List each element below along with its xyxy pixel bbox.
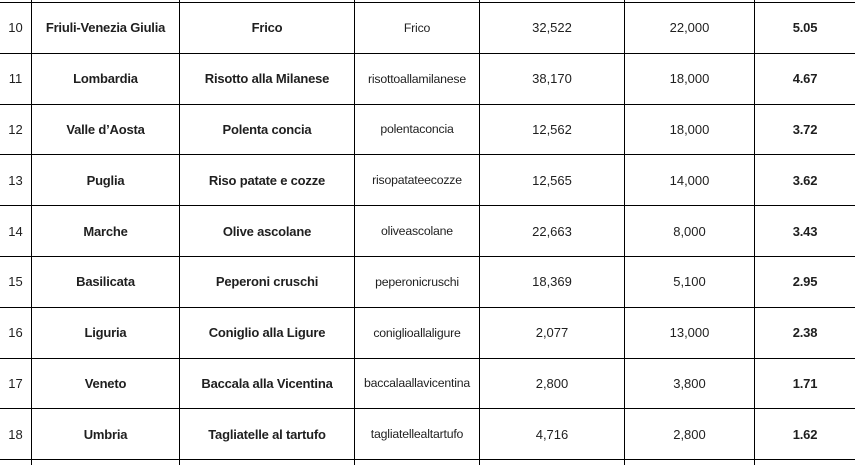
- partial-row-cell: [32, 460, 180, 465]
- cell-keyword: risottoallamilanese: [355, 54, 480, 105]
- cell-keyword: Frico: [355, 3, 480, 54]
- cell-keyword: coniglioallaligure: [355, 308, 480, 359]
- cell-value-a: 4,716: [480, 409, 625, 460]
- cell-keyword: polentaconcia: [355, 105, 480, 156]
- cell-dish: Peperoni cruschi: [180, 257, 355, 308]
- cell-value-a: 2,800: [480, 359, 625, 410]
- cell-score: 5.05: [755, 3, 855, 54]
- cell-region: Puglia: [32, 155, 180, 206]
- cell-row-number: 16: [0, 308, 32, 359]
- cell-region: Basilicata: [32, 257, 180, 308]
- cell-region: Lombardia: [32, 54, 180, 105]
- cell-value-b: 3,800: [625, 359, 755, 410]
- cell-region: Veneto: [32, 359, 180, 410]
- partial-row-cell: [355, 460, 480, 465]
- cell-score: 2.95: [755, 257, 855, 308]
- cell-score: 3.43: [755, 206, 855, 257]
- cell-value-b: 8,000: [625, 206, 755, 257]
- cell-region: Valle d’Aosta: [32, 105, 180, 156]
- cell-score: 3.62: [755, 155, 855, 206]
- cell-value-a: 12,562: [480, 105, 625, 156]
- cell-row-number: 17: [0, 359, 32, 410]
- cell-value-b: 5,100: [625, 257, 755, 308]
- cell-keyword: risopatateecozze: [355, 155, 480, 206]
- cell-value-a: 2,077: [480, 308, 625, 359]
- cell-dish: Tagliatelle al tartufo: [180, 409, 355, 460]
- cell-value-a: 12,565: [480, 155, 625, 206]
- cell-region: Umbria: [32, 409, 180, 460]
- cell-score: 2.38: [755, 308, 855, 359]
- partial-row-cell: [625, 460, 755, 465]
- cell-keyword: oliveascolane: [355, 206, 480, 257]
- cell-value-b: 14,000: [625, 155, 755, 206]
- cell-row-number: 11: [0, 54, 32, 105]
- cell-dish: Risotto alla Milanese: [180, 54, 355, 105]
- cell-score: 4.67: [755, 54, 855, 105]
- cell-score: 3.72: [755, 105, 855, 156]
- cell-value-a: 18,369: [480, 257, 625, 308]
- cell-row-number: 13: [0, 155, 32, 206]
- cell-region: Marche: [32, 206, 180, 257]
- cell-value-a: 22,663: [480, 206, 625, 257]
- partial-row-cell: [480, 460, 625, 465]
- cell-region: Friuli-Venezia Giulia: [32, 3, 180, 54]
- cell-keyword: baccalaallavicentina: [355, 359, 480, 410]
- cell-value-a: 32,522: [480, 3, 625, 54]
- cell-row-number: 14: [0, 206, 32, 257]
- cell-keyword: tagliatellealtartufo: [355, 409, 480, 460]
- cell-dish: Coniglio alla Ligure: [180, 308, 355, 359]
- cell-dish: Baccala alla Vicentina: [180, 359, 355, 410]
- cell-keyword: peperonicruschi: [355, 257, 480, 308]
- cell-value-b: 18,000: [625, 54, 755, 105]
- cell-dish: Riso patate e cozze: [180, 155, 355, 206]
- cell-value-b: 22,000: [625, 3, 755, 54]
- cell-row-number: 12: [0, 105, 32, 156]
- cell-value-b: 13,000: [625, 308, 755, 359]
- cell-row-number: 10: [0, 3, 32, 54]
- cell-dish: Frico: [180, 3, 355, 54]
- cell-dish: Polenta concia: [180, 105, 355, 156]
- cell-region: Liguria: [32, 308, 180, 359]
- cell-value-b: 18,000: [625, 105, 755, 156]
- cell-dish: Olive ascolane: [180, 206, 355, 257]
- cell-row-number: 18: [0, 409, 32, 460]
- cell-value-b: 2,800: [625, 409, 755, 460]
- partial-row-cell: [755, 460, 855, 465]
- partial-row-cell: [0, 460, 32, 465]
- cell-value-a: 38,170: [480, 54, 625, 105]
- cell-score: 1.62: [755, 409, 855, 460]
- partial-row-cell: [180, 460, 355, 465]
- cell-score: 1.71: [755, 359, 855, 410]
- cell-row-number: 15: [0, 257, 32, 308]
